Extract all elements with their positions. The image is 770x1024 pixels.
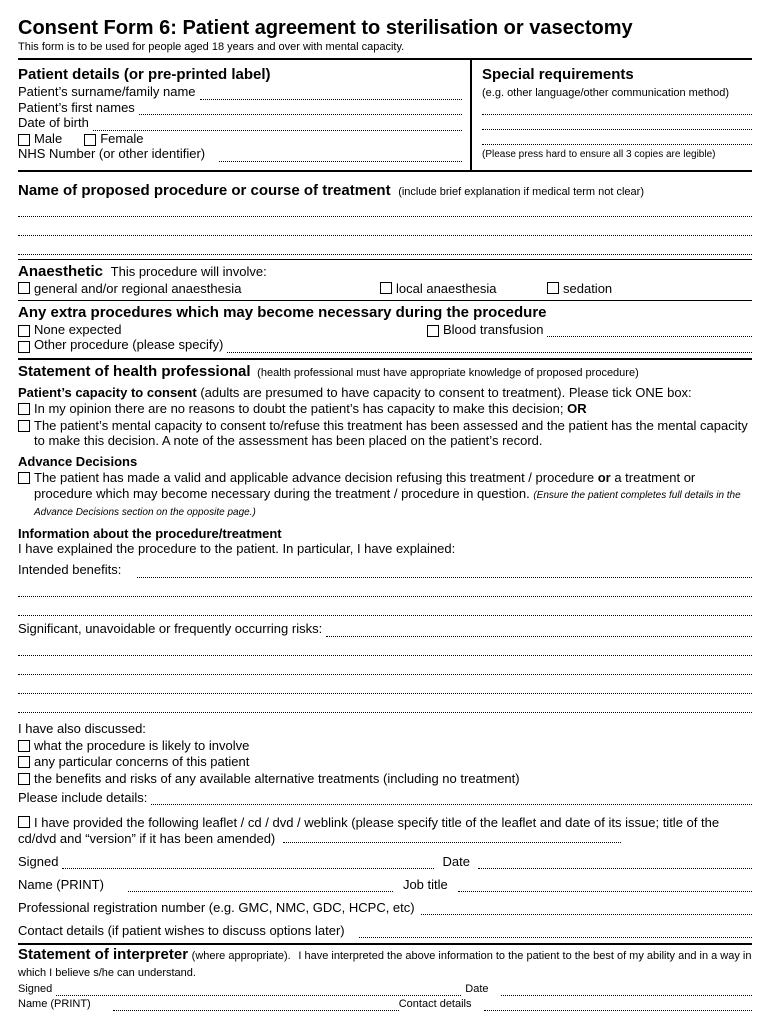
date-label: Date — [442, 853, 470, 869]
interpreter-name-label: Name (PRINT) — [18, 998, 91, 1011]
discussed-item-3 — [18, 771, 752, 787]
special-requirements — [472, 60, 752, 170]
blood-transfusion-label: Blood transfusion — [443, 321, 544, 337]
capacity-option-1 — [18, 401, 752, 417]
anaesthetic-heading-row — [18, 263, 752, 281]
advance-decisions-option — [18, 470, 752, 521]
contact-row — [18, 915, 752, 938]
anaesthetic-heading: Anaesthetic — [18, 262, 104, 280]
contact-field[interactable] — [359, 927, 752, 938]
extra-row-1 — [18, 322, 752, 338]
details-label: Please include details: — [18, 789, 148, 805]
registration-label: Professional registration number (e.g. GMC, NMC, GDC, HCPC, etc) — [18, 899, 415, 915]
name-field[interactable] — [128, 881, 393, 892]
nhs-field[interactable] — [219, 151, 462, 162]
gender-row — [18, 131, 462, 147]
registration-field[interactable] — [421, 904, 752, 915]
contact-label: Contact details (if patient wishes to discuss options later) — [18, 922, 345, 938]
extra-procedures-heading: Any extra procedures which may become necessary during the procedure — [18, 303, 547, 321]
interpreter-signed-row — [18, 981, 752, 996]
leaflet-field[interactable] — [283, 833, 621, 843]
leaflet-row — [18, 815, 752, 846]
consent-form — [18, 16, 752, 1011]
blood-transfusion-checkbox[interactable] — [427, 325, 439, 337]
local-anaesthesia-option[interactable] — [380, 281, 496, 297]
discussed-item-2-text: any particular concerns of this patient — [34, 754, 250, 770]
name-label: Name (PRINT) — [18, 876, 104, 892]
discussed-item-1-checkbox[interactable] — [18, 740, 30, 752]
dob-field[interactable] — [93, 120, 462, 131]
capacity-option-1-text: In my opinion there are no reasons to doubt the patient’s has capacity to make this decision; — [34, 401, 564, 417]
divider — [18, 358, 752, 360]
health-professional-heading: Statement of health professional — [18, 362, 251, 380]
capacity-description: (adults are presumed to have capacity to consent to treatment). Please tick ONE box: — [200, 384, 692, 400]
advance-text-b: a treatment or procedure which may become necessary during the treatment / procedure in question. — [34, 470, 696, 501]
risks-line-3[interactable] — [18, 656, 752, 675]
male-checkbox[interactable] — [18, 134, 30, 146]
capacity-or: OR — [567, 401, 587, 417]
benefits-label: Intended benefits: — [18, 562, 122, 578]
general-anaesthesia-checkbox[interactable] — [18, 282, 30, 294]
discussed-item-2-checkbox[interactable] — [18, 756, 30, 768]
divider — [18, 170, 752, 172]
discussed-item-3-text: the benefits and risks of any available alternative treatments (including no treatment) — [34, 770, 520, 786]
form-title: Consent Form 6: Patient agreement to sterilisation or vasectomy — [18, 17, 633, 39]
interpreter-signed-label: Signed — [18, 983, 53, 996]
interpreter-date-field[interactable] — [501, 987, 752, 996]
capacity-option-2-checkbox[interactable] — [18, 420, 30, 432]
general-anaesthesia-label: general and/or regional anaesthesia — [34, 280, 242, 296]
special-requirements-heading: Special requirements — [482, 66, 634, 84]
date-field[interactable] — [478, 858, 752, 869]
signed-field[interactable] — [62, 858, 434, 869]
registration-row — [18, 892, 752, 915]
sedation-checkbox[interactable] — [547, 282, 559, 294]
first-names-field[interactable] — [139, 104, 462, 115]
press-hard-note: (Please press hard to ensure all 3 copies are legible) — [482, 149, 716, 161]
interpreter-date-label: Date — [465, 983, 489, 996]
interpreter-contact-label: Contact details — [398, 998, 472, 1011]
male-label: Male — [34, 130, 63, 146]
details-row — [18, 786, 752, 805]
dob-row — [18, 115, 462, 131]
special-requirements-line-3[interactable] — [482, 130, 752, 145]
female-label: Female — [100, 130, 144, 146]
divider — [18, 300, 752, 301]
capacity-option-1-checkbox[interactable] — [18, 403, 30, 415]
risks-line-5[interactable] — [18, 694, 752, 713]
sedation-option[interactable] — [547, 281, 612, 297]
sedation-label: sedation — [563, 280, 613, 296]
name-row — [18, 869, 752, 892]
benefits-line-3[interactable] — [18, 597, 752, 616]
form-subtitle: This form is to be used for people aged 18 years and over with mental capacity. — [18, 41, 405, 53]
risks-row — [18, 616, 752, 637]
capacity-option-2-text: The patient’s mental capacity to consent to/refuse this treatment has been assessed and the patient has the mental capacity to make this decision. A note of the assessment has been placed on the patient’s record. — [34, 417, 748, 449]
risks-line-2[interactable] — [18, 637, 752, 656]
discussed-label: I have also discussed: — [18, 720, 146, 736]
interpreter-contact-field[interactable] — [484, 1002, 753, 1011]
anaesthetic-intro: This procedure will involve: — [110, 263, 267, 279]
advance-decisions-heading: Advance Decisions — [18, 453, 138, 469]
patient-details-heading: Patient details (or pre-printed label) — [18, 66, 271, 84]
special-requirements-hint: (e.g. other language/other communication method) — [482, 87, 730, 100]
advance-note: (Ensure the patient completes full details in the Advance Decisions section on the opposite page.) — [34, 489, 741, 519]
leaflet-checkbox[interactable] — [18, 816, 30, 828]
interpreter-name-field[interactable] — [113, 1002, 399, 1011]
surname-field[interactable] — [200, 89, 462, 100]
special-requirements-line-1[interactable] — [482, 100, 752, 115]
procedure-line-3[interactable] — [18, 236, 752, 255]
risks-field[interactable] — [326, 626, 752, 637]
discussed-item-1 — [18, 738, 752, 754]
local-anaesthesia-label: local anaesthesia — [396, 280, 497, 296]
procedure-heading-row — [18, 182, 752, 200]
discussed-item-2 — [18, 754, 752, 770]
leaflet-text: I have provided the following leaflet / cd / dvd / weblink (please specify title of the leaflet and date of its issue; title of the cd/dvd and “version” if it has been amended) — [18, 815, 720, 846]
job-title-label: Job title — [402, 876, 448, 892]
benefits-line-2[interactable] — [18, 578, 752, 597]
health-professional-note: (health professional must have appropriate knowledge of proposed procedure) — [257, 366, 639, 379]
interpreter-signed-field[interactable] — [56, 987, 461, 996]
other-procedure-label: Other procedure (please specify) — [34, 337, 224, 353]
discussed-item-3-checkbox[interactable] — [18, 773, 30, 785]
discussed-item-1-text: what the procedure is likely to involve — [34, 737, 250, 753]
anaesthetic-options — [18, 281, 752, 297]
divider — [18, 259, 752, 260]
first-names-row — [18, 100, 462, 116]
procedure-note: (include brief explanation if medical term not clear) — [398, 185, 644, 198]
capacity-text — [18, 385, 752, 401]
procedure-line-1[interactable] — [18, 200, 752, 217]
benefits-row — [18, 557, 752, 578]
benefits-field[interactable] — [137, 567, 752, 578]
surname-row — [18, 84, 462, 100]
health-professional-heading-row — [18, 363, 752, 381]
interpreter-section — [18, 947, 752, 981]
capacity-option-2 — [18, 418, 752, 449]
interpreter-heading: Statement of interpreter — [18, 946, 189, 964]
risks-line-4[interactable] — [18, 675, 752, 694]
patient-section — [18, 60, 752, 170]
advance-decisions-checkbox[interactable] — [18, 472, 30, 484]
divider — [18, 943, 752, 945]
blood-transfusion-field[interactable] — [547, 326, 752, 337]
procedure-line-2[interactable] — [18, 217, 752, 236]
details-field[interactable] — [151, 794, 752, 805]
patient-details — [18, 60, 472, 170]
risks-label: Significant, unavoidable or frequently occurring risks: — [18, 621, 323, 637]
local-anaesthesia-checkbox[interactable] — [380, 282, 392, 294]
interpreter-name-row — [18, 996, 752, 1011]
interpreter-note: (where appropriate). — [191, 950, 291, 963]
advance-text-a: The patient has made a valid and applicable advance decision refusing this treatment / procedure — [34, 470, 595, 486]
procedure-heading: Name of proposed procedure or course of treatment — [18, 181, 391, 199]
none-expected-label: None expected — [34, 321, 122, 337]
general-anaesthesia-option[interactable] — [18, 281, 241, 297]
job-title-field[interactable] — [458, 881, 752, 892]
none-expected-checkbox[interactable] — [18, 325, 30, 337]
special-requirements-line-2[interactable] — [482, 115, 752, 130]
capacity-heading: Patient’s capacity to consent — [18, 384, 197, 400]
other-procedure-field[interactable] — [227, 342, 752, 353]
nhs-row — [18, 146, 462, 162]
signed-row — [18, 846, 752, 869]
female-checkbox[interactable] — [84, 134, 96, 146]
surname-label: Patient’s surname/family name — [18, 84, 196, 100]
dob-label: Date of birth — [18, 115, 89, 131]
other-procedure-checkbox[interactable] — [18, 341, 30, 353]
extra-row-2 — [18, 337, 752, 353]
signed-label: Signed — [18, 853, 59, 869]
nhs-label: NHS Number (or other identifier) — [18, 146, 206, 162]
info-text: I have explained the procedure to the patient. In particular, I have explained: — [18, 541, 456, 557]
advance-or: or — [597, 470, 611, 486]
interpreter-text: I have interpreted the above information to the patient to the best of my ability and in a way in which I believe s/he can understand. — [18, 950, 752, 980]
info-heading: Information about the procedure/treatment — [18, 525, 282, 541]
first-names-label: Patient’s first names — [18, 99, 135, 115]
